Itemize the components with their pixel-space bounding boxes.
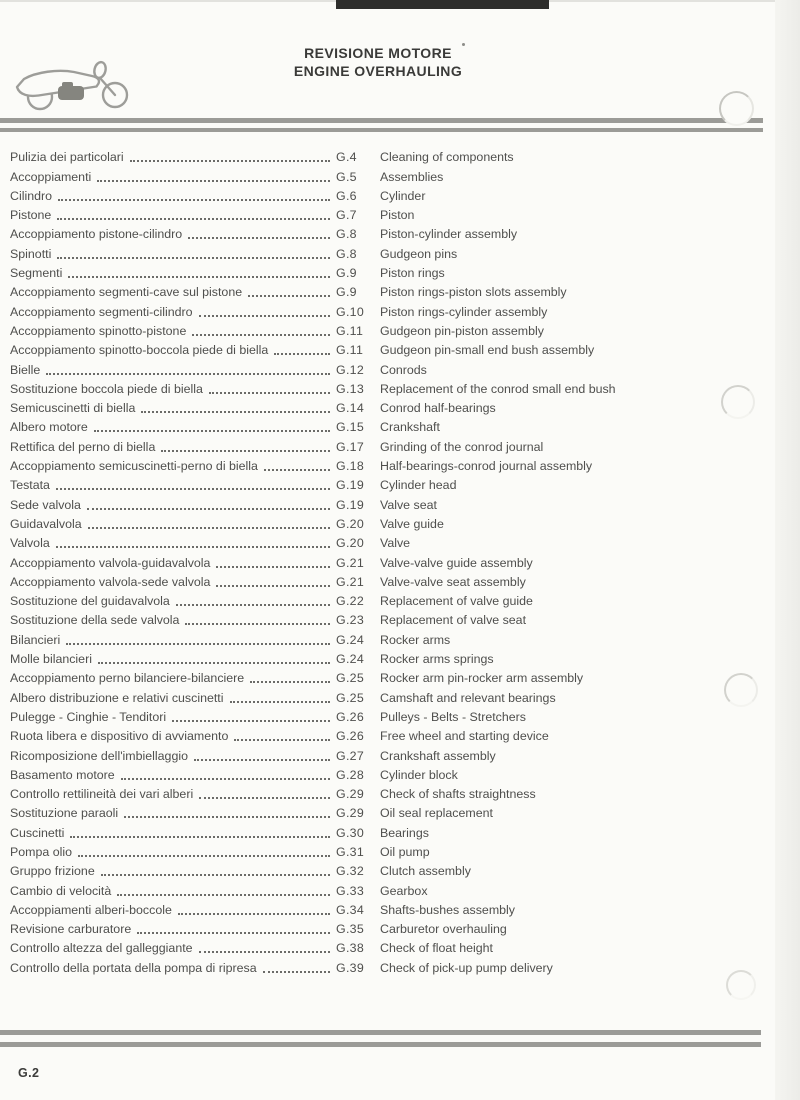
toc-entry-english: Piston-cylinder assembly [380, 227, 518, 242]
toc-row [10, 435, 775, 454]
toc-entry-page: G.21 [336, 574, 365, 589]
toc-entry-italian: Accoppiamento perno bilanciere-bilanciere [10, 671, 245, 686]
toc-cell-italian [10, 478, 336, 493]
toc-entry-page: G.8 [336, 246, 357, 261]
dotted-leader [57, 257, 330, 259]
toc-row [10, 937, 775, 956]
toc-row [10, 571, 775, 590]
toc-entry-italian: Basamento motore [10, 767, 115, 782]
toc-entry-page: G.4 [336, 150, 357, 165]
toc-entry-italian: Ruota libera e dispositivo di avviamento [10, 729, 229, 744]
toc-cell-italian [10, 652, 336, 667]
toc-row [10, 744, 775, 763]
toc-entry-italian: Segmenti [10, 266, 63, 281]
toc-entry-italian: Cambio di velocità [10, 883, 112, 898]
toc-entry-italian: Accoppiamento valvola-sede valvola [10, 574, 211, 589]
toc-entry-page: G.11 [336, 343, 364, 358]
toc-entry-english: Grinding of the conrod journal [380, 439, 544, 454]
dotted-leader [216, 585, 330, 587]
dotted-leader [78, 855, 330, 857]
toc-entry-italian: Pulizia dei particolari [10, 150, 124, 165]
toc-entry-page: G.30 [336, 825, 365, 840]
toc-entry-italian: Accoppiamento segmenti-cilindro [10, 304, 193, 319]
toc-row [10, 320, 775, 339]
toc-entry-page: G.39 [336, 960, 365, 975]
toc-entry-english: Assemblies [380, 169, 444, 184]
toc-row [10, 281, 775, 300]
toc-entry-page: G.7 [336, 208, 357, 223]
toc-entry-italian: Bielle [10, 362, 41, 377]
toc-entry-english: Pulleys - Belts - Stretchers [380, 709, 526, 724]
toc-entry-english: Cylinder block [380, 767, 458, 782]
toc-entry-english: Valve-valve guide assembly [380, 555, 533, 570]
dotted-leader [209, 392, 330, 394]
dotted-leader [121, 778, 330, 780]
toc-entry-english: Valve-valve seat assembly [380, 574, 526, 589]
toc-row [10, 551, 775, 570]
toc-entry-italian: Controllo altezza del galleggiante [10, 941, 193, 956]
toc-row [10, 416, 775, 435]
toc-entry-page: G.24 [336, 632, 365, 647]
toc-entry-italian: Accoppiamento spinotto-boccola piede di biella [10, 343, 269, 358]
toc-row [10, 648, 775, 667]
toc-row [10, 146, 775, 165]
toc-row [10, 378, 775, 397]
toc-entry-italian: Spinotti [10, 246, 52, 261]
toc-entry-page: G.6 [336, 188, 357, 203]
toc-entry-page: G.23 [336, 613, 365, 628]
toc-entry-english: Replacement of the conrod small end bush [380, 381, 616, 396]
toc-entry-italian: Testata [10, 478, 50, 493]
toc-entry-english: Camshaft and relevant bearings [380, 690, 556, 705]
toc-row [10, 339, 775, 358]
toc-entry-page: G.38 [336, 941, 365, 956]
toc-cell-italian [10, 382, 336, 397]
toc-entry-italian: Ricomposizione dell'imbiellaggio [10, 748, 188, 763]
toc-row [10, 223, 775, 242]
page-number: G.2 [18, 1066, 40, 1080]
dotted-leader [124, 816, 330, 818]
toc-entry-page: G.9 [336, 285, 357, 300]
toc-entry-english: Bearings [380, 825, 429, 840]
toc-entry-english: Check of shafts straightness [380, 787, 536, 802]
dotted-leader [234, 739, 330, 741]
toc-entry-italian: Controllo rettilineità dei vari alberi [10, 787, 194, 802]
toc-row [10, 783, 775, 802]
dotted-leader [94, 430, 330, 432]
dotted-leader [192, 334, 330, 336]
toc-entry-english: Conrods [380, 362, 427, 377]
toc-row [10, 397, 775, 416]
dotted-leader [56, 488, 330, 490]
toc-entry-italian: Semicuscinetti di biella [10, 401, 136, 416]
toc-entry-italian: Rettifica del perno di biella [10, 439, 156, 454]
toc-row [10, 841, 775, 860]
toc-row [10, 590, 775, 609]
toc-entry-italian: Accoppiamenti [10, 169, 92, 184]
toc-entry-english: Valve seat [380, 497, 437, 512]
dotted-leader [66, 643, 330, 645]
toc-entry-english: Cylinder [380, 188, 426, 203]
toc-row [10, 879, 775, 898]
toc-cell-italian [10, 806, 336, 821]
toc-entry-page: G.20 [336, 516, 365, 531]
toc-entry-english: Cleaning of components [380, 150, 514, 165]
dotted-leader [264, 469, 330, 471]
page-title-italian: REVISIONE MOTORE [304, 45, 452, 61]
toc-entry-italian: Revisione carburatore [10, 922, 132, 937]
dotted-leader [57, 218, 330, 220]
toc-entry-english: Replacement of valve seat [380, 613, 527, 628]
dotted-leader [130, 160, 330, 162]
toc-entry-english: Gudgeon pin-piston assembly [380, 323, 544, 338]
toc-entry-english: Oil seal replacement [380, 806, 493, 821]
toc-row [10, 242, 775, 261]
toc-entry-italian: Sostituzione boccola piede di biella [10, 381, 203, 396]
dotted-leader [216, 566, 330, 568]
toc-entry-english: Gudgeon pin-small end bush assembly [380, 343, 595, 358]
toc-cell-italian [10, 922, 336, 937]
dotted-leader [137, 932, 330, 934]
dotted-leader [87, 508, 330, 510]
toc-entry-italian: Albero distribuzione e relativi cuscinetti [10, 690, 224, 705]
dotted-leader [178, 913, 330, 915]
footer-divider-bottom [0, 1042, 761, 1047]
dotted-leader [199, 315, 330, 317]
toc-row [10, 686, 775, 705]
toc-entry-page: G.12 [336, 362, 365, 377]
toc-cell-italian [10, 903, 336, 918]
toc-entry-english: Piston rings-piston slots assembly [380, 285, 567, 300]
toc-row [10, 802, 775, 821]
toc-entry-italian: Accoppiamento pistone-cilindro [10, 227, 183, 242]
toc-entry-english: Free wheel and starting device [380, 729, 549, 744]
toc-cell-italian [10, 440, 336, 455]
dotted-leader [98, 662, 330, 664]
dotted-leader [230, 701, 331, 703]
toc-entry-italian: Sede valvola [10, 497, 81, 512]
header-divider-top [0, 118, 763, 123]
punch-hole [726, 970, 756, 1000]
toc-entry-page: G.18 [336, 459, 365, 474]
dotted-leader [97, 180, 330, 182]
toc-entry-page: G.14 [336, 401, 365, 416]
toc-entry-italian: Bilancieri [10, 632, 61, 647]
dotted-leader [274, 353, 330, 355]
dotted-leader [199, 797, 330, 799]
toc-entry-page: G.17 [336, 439, 365, 454]
toc-cell-italian [10, 363, 336, 378]
toc-cell-italian [10, 768, 336, 783]
toc-entry-italian: Pompa olio [10, 844, 72, 859]
toc-cell-italian [10, 729, 336, 744]
toc-cell-italian [10, 227, 336, 242]
toc-entry-italian: Sostituzione del guidavalvola [10, 594, 170, 609]
toc-entry-page: G.20 [336, 536, 365, 551]
toc-entry-page: G.9 [336, 266, 357, 281]
toc-entry-english: Replacement of valve guide [380, 594, 533, 609]
toc-entry-italian: Accoppiamenti alberi-boccole [10, 902, 172, 917]
toc-entry-english: Piston rings [380, 266, 445, 281]
toc-row [10, 185, 775, 204]
toc-entry-english: Half-bearings-conrod journal assembly [380, 459, 593, 474]
punch-hole [719, 91, 754, 126]
toc-row [10, 918, 775, 937]
dotted-leader [250, 681, 330, 683]
toc-entry-page: G.27 [336, 748, 365, 763]
toc-cell-italian [10, 266, 336, 281]
toc-cell-italian [10, 941, 336, 956]
toc-entry-italian: Pulegge - Cinghie - Tenditori [10, 709, 167, 724]
toc-cell-italian [10, 343, 336, 358]
punch-hole [721, 385, 755, 419]
toc-cell-italian [10, 594, 336, 609]
header-divider-bottom [0, 128, 763, 133]
punch-hole [724, 673, 758, 707]
footer-divider-top [0, 1030, 761, 1035]
toc-row [10, 609, 775, 628]
toc-cell-italian [10, 401, 336, 416]
toc-entry-english: Piston [380, 208, 415, 223]
toc-entry-page: G.33 [336, 883, 365, 898]
toc-entry-english: Conrod half-bearings [380, 401, 496, 416]
toc-row [10, 513, 775, 532]
toc-entry-italian: Cilindro [10, 188, 53, 203]
dotted-leader [199, 951, 330, 953]
toc-entry-english: Oil pump [380, 844, 430, 859]
binder-tab-bar [336, 0, 549, 9]
toc-entry-italian: Albero motore [10, 420, 88, 435]
toc-entry-page: G.25 [336, 690, 365, 705]
toc-entry-english: Carburetor overhauling [380, 922, 507, 937]
toc-entry-italian: Cuscinetti [10, 825, 65, 840]
toc-row [10, 956, 775, 975]
toc-entry-italian: Accoppiamento spinotto-pistone [10, 323, 187, 338]
toc-entry-italian: Sostituzione paraoli [10, 806, 119, 821]
toc-row [10, 474, 775, 493]
toc-entry-page: G.34 [336, 902, 365, 917]
toc-cell-italian [10, 864, 336, 879]
dotted-leader [172, 720, 330, 722]
toc-entry-page: G.25 [336, 671, 365, 686]
toc-entry-english: Clutch assembly [380, 864, 471, 879]
dotted-leader [70, 836, 330, 838]
toc-cell-italian [10, 671, 336, 686]
toc-row [10, 262, 775, 281]
toc-entry-english: Gearbox [380, 883, 428, 898]
toc-cell-italian [10, 633, 336, 648]
toc-entry-page: G.5 [336, 169, 357, 184]
toc-entry-english: Cylinder head [380, 478, 457, 493]
toc-row [10, 860, 775, 879]
toc-cell-italian [10, 517, 336, 532]
dotted-leader [101, 874, 330, 876]
dotted-leader [68, 276, 330, 278]
toc-entry-page: G.29 [336, 787, 365, 802]
dotted-leader [188, 237, 330, 239]
toc-cell-italian [10, 575, 336, 590]
toc-cell-italian [10, 247, 336, 262]
toc-row [10, 667, 775, 686]
dotted-leader [58, 199, 330, 201]
toc-entry-italian: Sostituzione della sede valvola [10, 613, 180, 628]
toc-entry-italian: Pistone [10, 208, 52, 223]
toc-entry-english: Rocker arms [380, 632, 451, 647]
toc-entry-page: G.29 [336, 806, 365, 821]
toc-entry-italian: Accoppiamento semicuscinetti-perno di biella [10, 459, 258, 474]
toc-entry-english: Shafts-bushes assembly [380, 902, 515, 917]
toc-cell-italian [10, 787, 336, 802]
toc-entry-italian: Accoppiamento segmenti-cave sul pistone [10, 285, 243, 300]
toc-entry-english: Rocker arm pin-rocker arm assembly [380, 671, 584, 686]
toc-entry-page: G.24 [336, 652, 365, 667]
toc-cell-italian [10, 170, 336, 185]
toc-cell-italian [10, 845, 336, 860]
toc-cell-italian [10, 498, 336, 513]
dotted-leader [176, 604, 330, 606]
toc-entry-english: Rocker arms springs [380, 652, 494, 667]
dotted-leader [194, 759, 330, 761]
page-title [98, 44, 658, 80]
toc-row [10, 165, 775, 184]
toc-entry-italian: Molle bilancieri [10, 652, 92, 667]
toc-row [10, 455, 775, 474]
toc-cell-italian [10, 189, 336, 204]
toc-entry-english: Crankshaft [380, 420, 440, 435]
toc-row [10, 706, 775, 725]
toc-entry-page: G.19 [336, 497, 365, 512]
toc-row [10, 899, 775, 918]
toc-entry-page: G.11 [336, 323, 364, 338]
toc-entry-italian: Accoppiamento valvola-guidavalvola [10, 555, 211, 570]
dotted-leader [88, 527, 330, 529]
toc-cell-italian [10, 150, 336, 165]
toc-entry-english: Gudgeon pins [380, 246, 458, 261]
toc-entry-english: Crankshaft assembly [380, 748, 496, 763]
toc-cell-italian [10, 749, 336, 764]
toc-cell-italian [10, 285, 336, 300]
toc-cell-italian [10, 556, 336, 571]
toc-cell-italian [10, 459, 336, 474]
toc-row [10, 358, 775, 377]
toc-row [10, 204, 775, 223]
toc-entry-page: G.31 [336, 844, 365, 859]
toc-entry-page: G.10 [336, 304, 365, 319]
toc-cell-italian [10, 710, 336, 725]
toc-row [10, 300, 775, 319]
toc-entry-page: G.21 [336, 555, 365, 570]
toc-entry-page: G.15 [336, 420, 365, 435]
toc-cell-italian [10, 961, 336, 976]
toc-cell-italian [10, 324, 336, 339]
toc-row [10, 764, 775, 783]
toc-cell-italian [10, 613, 336, 628]
toc-cell-italian [10, 305, 336, 320]
toc-entry-page: G.13 [336, 381, 365, 396]
toc-entry-english: Piston rings-cylinder assembly [380, 304, 548, 319]
dotted-leader [117, 894, 330, 896]
toc-cell-italian [10, 884, 336, 899]
page-right-edge [775, 0, 800, 1100]
toc-cell-italian [10, 826, 336, 841]
dotted-leader [46, 373, 330, 375]
toc-entry-english: Valve [380, 536, 411, 551]
toc-entry-italian: Valvola [10, 536, 50, 551]
toc-entry-english: Valve guide [380, 516, 444, 531]
toc-row [10, 493, 775, 512]
toc-entry-page: G.32 [336, 864, 365, 879]
toc-entry-page: G.19 [336, 478, 365, 493]
page-title-english: ENGINE OVERHAULING [293, 63, 463, 79]
dotted-leader [248, 295, 330, 297]
toc-entry-page: G.8 [336, 227, 357, 242]
toc-cell-italian [10, 691, 336, 706]
toc-list [10, 146, 775, 976]
toc-row [10, 725, 775, 744]
toc-row [10, 628, 775, 647]
toc-row [10, 532, 775, 551]
toc-entry-page: G.26 [336, 709, 365, 724]
dotted-leader [56, 546, 330, 548]
toc-cell-italian [10, 536, 336, 551]
toc-cell-italian [10, 208, 336, 223]
toc-entry-italian: Gruppo frizione [10, 864, 95, 879]
dotted-leader [141, 411, 330, 413]
toc-entry-english: Check of float height [380, 941, 493, 956]
toc-entry-page: G.22 [336, 594, 365, 609]
toc-entry-page: G.26 [336, 729, 365, 744]
toc-entry-italian: Controllo della portata della pompa di ripresa [10, 960, 257, 975]
toc-entry-page: G.35 [336, 922, 365, 937]
toc-entry-english: Check of pick-up pump delivery [380, 960, 553, 975]
toc-cell-italian [10, 420, 336, 435]
dotted-leader [185, 623, 330, 625]
toc-entry-page: G.28 [336, 767, 365, 782]
toc-row [10, 821, 775, 840]
toc-entry-italian: Guidavalvola [10, 516, 82, 531]
dotted-leader [161, 450, 330, 452]
dotted-leader [263, 971, 330, 973]
